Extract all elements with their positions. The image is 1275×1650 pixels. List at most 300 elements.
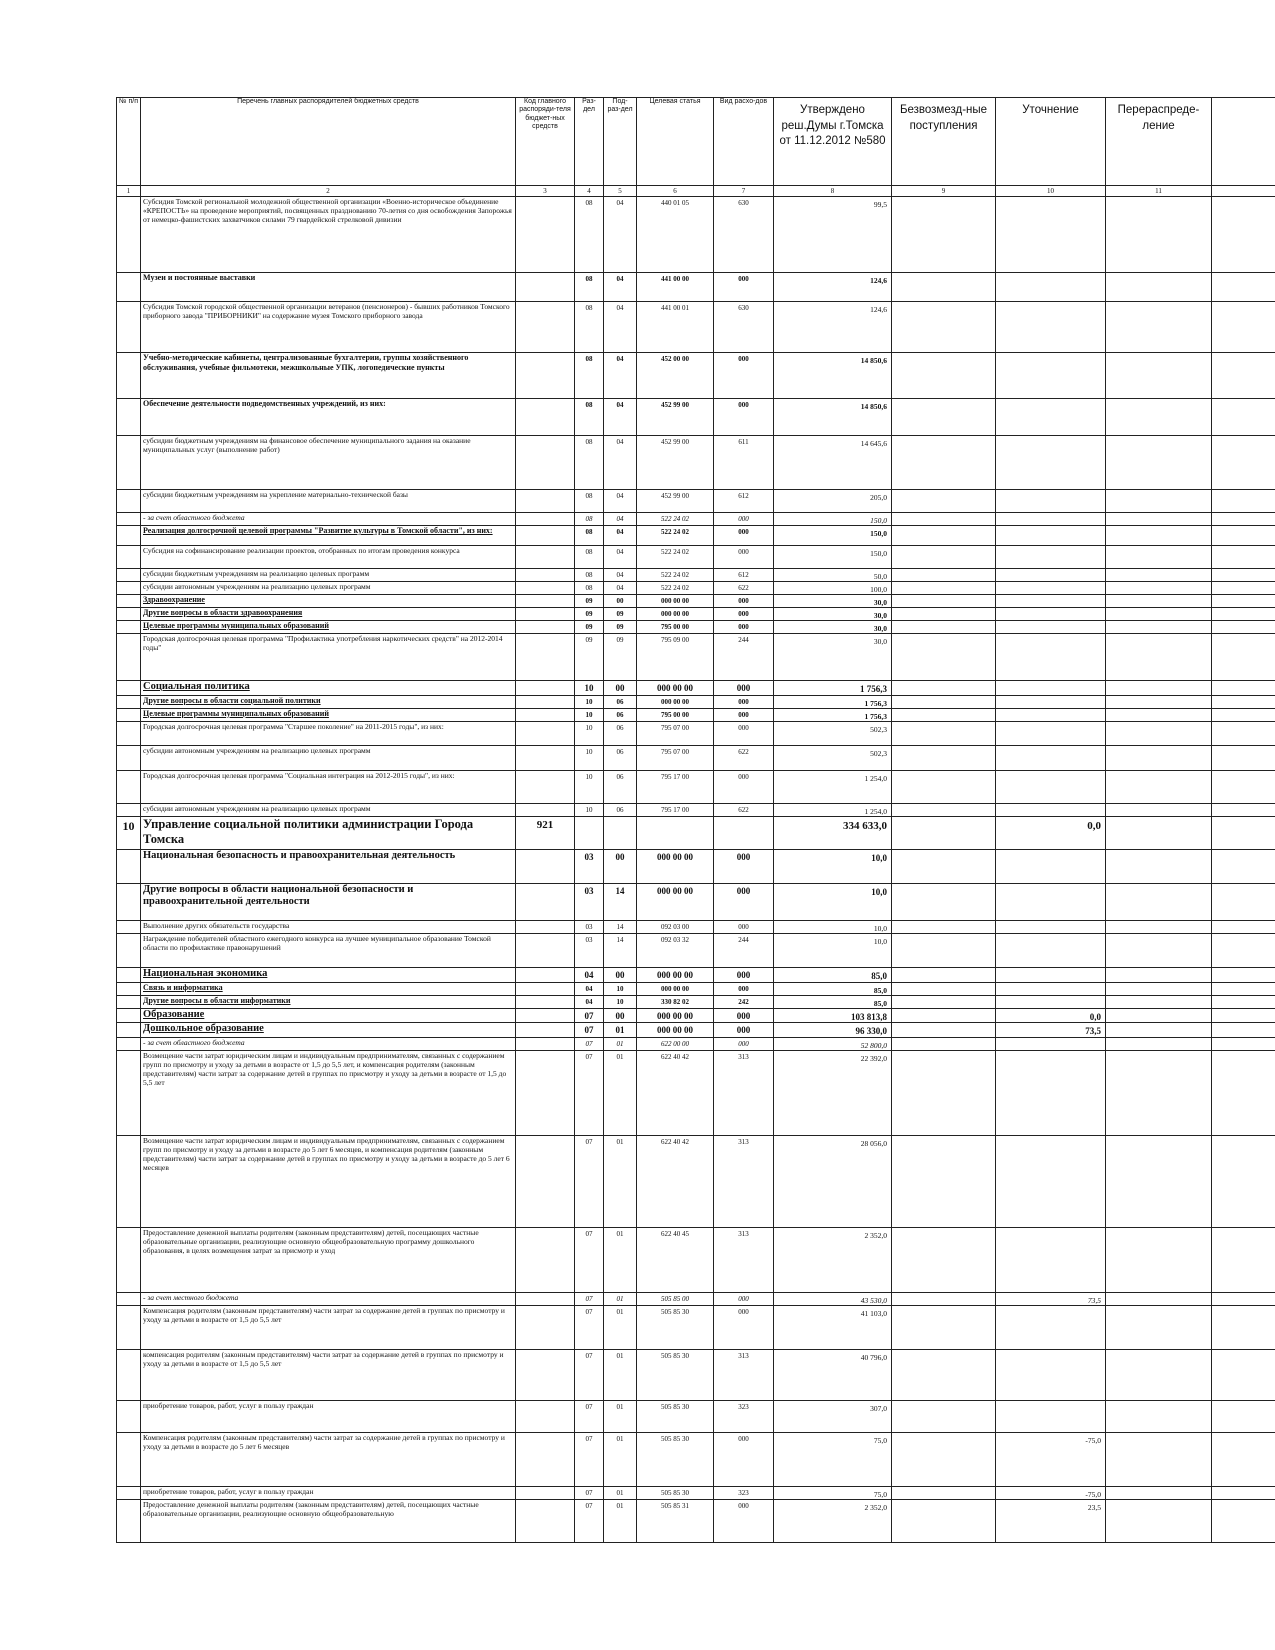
row-target-article: 505 85 31 [637, 1500, 714, 1543]
row-redistribution [1106, 582, 1212, 595]
row-target-article: 622 00 00 [637, 1038, 714, 1051]
row-target-article: 505 85 30 [637, 1401, 714, 1433]
row-code [516, 436, 575, 490]
row-expense-type: 313 [714, 1136, 774, 1228]
row-code [516, 608, 575, 621]
table-row [117, 770, 1275, 803]
row-number [117, 1401, 141, 1433]
row-number [117, 1350, 141, 1401]
row-target-article: 522 24 02 [637, 582, 714, 595]
row-extra [1212, 1306, 1275, 1350]
header-podrazdel: Под-раз-дел [604, 98, 637, 186]
row-redistribution [1106, 849, 1212, 883]
row-code [516, 1306, 575, 1350]
row-razdel: 08 [575, 546, 604, 569]
row-expense-type: 000 [714, 883, 774, 920]
row-podrazdel: 09 [604, 621, 637, 634]
row-razdel: 09 [575, 621, 604, 634]
row-redistribution [1106, 1008, 1212, 1023]
row-clarification [996, 967, 1106, 982]
row-expense-type: 000 [714, 621, 774, 634]
row-extra [1212, 995, 1275, 1008]
row-expense-type: 000 [714, 681, 774, 696]
row-name: Другие вопросы в области национальной безопасности и правоохранительной деятельности [141, 883, 516, 920]
row-clarification [996, 595, 1106, 608]
row-razdel: 07 [575, 1487, 604, 1500]
row-razdel: 09 [575, 595, 604, 608]
row-clarification [996, 1306, 1106, 1350]
row-approved: 99,5 [774, 197, 892, 273]
row-extra [1212, 526, 1275, 546]
row-razdel: 07 [575, 1023, 604, 1038]
row-expense-type: 000 [714, 546, 774, 569]
row-razdel: 08 [575, 353, 604, 399]
row-podrazdel: 06 [604, 803, 637, 816]
row-clarification [996, 681, 1106, 696]
col-number: 8 [774, 186, 892, 197]
row-clarification [996, 1228, 1106, 1293]
row-target-article: 092 03 32 [637, 933, 714, 967]
row-podrazdel: 06 [604, 721, 637, 745]
row-redistribution [1106, 967, 1212, 982]
row-clarification [996, 1401, 1106, 1433]
row-code [516, 634, 575, 681]
row-number [117, 849, 141, 883]
row-target-article: 522 24 02 [637, 569, 714, 582]
row-code [516, 595, 575, 608]
row-extra [1212, 513, 1275, 526]
row-free-receipts [892, 1023, 996, 1038]
row-extra [1212, 770, 1275, 803]
row-name: субсидии автономным учреждениям на реализацию целевых программ [141, 745, 516, 770]
row-number [117, 995, 141, 1008]
row-number [117, 745, 141, 770]
row-clarification: 0,0 [996, 816, 1106, 849]
row-code [516, 933, 575, 967]
row-clarification [996, 721, 1106, 745]
row-redistribution [1106, 1023, 1212, 1038]
row-redistribution [1106, 920, 1212, 933]
row-free-receipts [892, 1306, 996, 1350]
row-target-article: 522 24 02 [637, 526, 714, 546]
row-free-receipts [892, 933, 996, 967]
row-target-article: 441 00 00 [637, 273, 714, 302]
row-free-receipts [892, 582, 996, 595]
row-expense-type: 622 [714, 582, 774, 595]
row-redistribution [1106, 353, 1212, 399]
row-clarification [996, 526, 1106, 546]
row-clarification [996, 1038, 1106, 1051]
row-approved: 96 330,0 [774, 1023, 892, 1038]
row-redistribution [1106, 595, 1212, 608]
row-target-article: 622 40 45 [637, 1228, 714, 1293]
row-approved: 150,0 [774, 513, 892, 526]
row-extra [1212, 1293, 1275, 1306]
row-target-article: 452 99 00 [637, 490, 714, 513]
row-expense-type: 000 [714, 695, 774, 708]
row-number [117, 1038, 141, 1051]
row-extra [1212, 1023, 1275, 1038]
row-podrazdel: 00 [604, 967, 637, 982]
row-razdel: 10 [575, 721, 604, 745]
row-target-article: 000 00 00 [637, 982, 714, 995]
row-podrazdel: 04 [604, 436, 637, 490]
row-expense-type: 612 [714, 569, 774, 582]
row-number [117, 770, 141, 803]
row-razdel: 03 [575, 849, 604, 883]
row-razdel: 08 [575, 526, 604, 546]
row-podrazdel: 04 [604, 546, 637, 569]
row-podrazdel: 10 [604, 995, 637, 1008]
table-row [117, 546, 1275, 569]
row-razdel: 07 [575, 1401, 604, 1433]
row-redistribution [1106, 569, 1212, 582]
row-expense-type: 323 [714, 1487, 774, 1500]
row-razdel: 07 [575, 1350, 604, 1401]
row-number [117, 1487, 141, 1500]
header-extra [1212, 98, 1275, 186]
row-redistribution [1106, 399, 1212, 436]
row-number: 10 [117, 816, 141, 849]
row-podrazdel: 00 [604, 849, 637, 883]
row-razdel: 08 [575, 399, 604, 436]
header-name: Перечень главных распорядителей бюджетных средств [141, 98, 516, 186]
row-podrazdel: 00 [604, 1008, 637, 1023]
row-approved: 14 645,6 [774, 436, 892, 490]
row-target-article: 330 82 02 [637, 995, 714, 1008]
col-number: 4 [575, 186, 604, 197]
row-number [117, 621, 141, 634]
row-clarification: -75,0 [996, 1433, 1106, 1487]
row-podrazdel: 04 [604, 490, 637, 513]
row-podrazdel: 04 [604, 513, 637, 526]
row-razdel: 10 [575, 695, 604, 708]
row-code [516, 569, 575, 582]
row-target-article: 505 85 30 [637, 1487, 714, 1500]
row-name: Национальная экономика [141, 967, 516, 982]
row-razdel: 10 [575, 770, 604, 803]
row-extra [1212, 883, 1275, 920]
row-code [516, 513, 575, 526]
row-name: приобретение товаров, работ, услуг в пользу граждан [141, 1401, 516, 1433]
row-approved: 28 056,0 [774, 1136, 892, 1228]
row-approved: 1 756,3 [774, 695, 892, 708]
row-free-receipts [892, 721, 996, 745]
row-extra [1212, 721, 1275, 745]
row-target-article: 000 00 00 [637, 967, 714, 982]
row-expense-type: 313 [714, 1228, 774, 1293]
row-podrazdel: 01 [604, 1051, 637, 1136]
row-approved: 40 796,0 [774, 1350, 892, 1401]
header-free-receipts: Безвозмезд-ные поступления [892, 98, 996, 186]
row-number [117, 967, 141, 982]
row-free-receipts [892, 513, 996, 526]
row-extra [1212, 436, 1275, 490]
row-code [516, 1293, 575, 1306]
row-extra [1212, 745, 1275, 770]
row-name: субсидии бюджетным учреждениям на укрепление материально-технической базы [141, 490, 516, 513]
row-extra [1212, 982, 1275, 995]
row-free-receipts [892, 883, 996, 920]
table-row [117, 708, 1275, 721]
row-target-article: 795 17 00 [637, 803, 714, 816]
row-code [516, 353, 575, 399]
row-expense-type: 622 [714, 803, 774, 816]
header-row [117, 98, 1275, 186]
row-redistribution [1106, 982, 1212, 995]
row-razdel: 04 [575, 967, 604, 982]
row-redistribution [1106, 1136, 1212, 1228]
table-row [117, 883, 1275, 920]
row-extra [1212, 1500, 1275, 1543]
row-code [516, 883, 575, 920]
row-podrazdel: 01 [604, 1228, 637, 1293]
table-row [117, 982, 1275, 995]
row-approved: 14 850,6 [774, 399, 892, 436]
row-redistribution [1106, 708, 1212, 721]
row-clarification [996, 695, 1106, 708]
row-free-receipts [892, 745, 996, 770]
row-number [117, 436, 141, 490]
row-code [516, 1433, 575, 1487]
row-extra [1212, 816, 1275, 849]
row-redistribution [1106, 745, 1212, 770]
row-name: Образование [141, 1008, 516, 1023]
row-name: - за счет местного бюджета [141, 1293, 516, 1306]
row-free-receipts [892, 302, 996, 353]
row-name: приобретение товаров, работ, услуг в пользу граждан [141, 1487, 516, 1500]
row-extra [1212, 1051, 1275, 1136]
row-podrazdel: 01 [604, 1433, 637, 1487]
row-code [516, 1350, 575, 1401]
row-redistribution [1106, 436, 1212, 490]
row-podrazdel: 14 [604, 920, 637, 933]
row-podrazdel: 01 [604, 1500, 637, 1543]
row-name: субсидии бюджетным учреждениям на реализацию целевых программ [141, 569, 516, 582]
row-number [117, 933, 141, 967]
col-number: 1 [117, 186, 141, 197]
row-redistribution [1106, 1293, 1212, 1306]
row-clarification [996, 745, 1106, 770]
row-free-receipts [892, 1350, 996, 1401]
row-target-article: 000 00 00 [637, 849, 714, 883]
row-redistribution [1106, 1350, 1212, 1401]
table-row [117, 695, 1275, 708]
row-approved: 52 800,0 [774, 1038, 892, 1051]
row-clarification [996, 920, 1106, 933]
row-razdel: 07 [575, 1306, 604, 1350]
row-name: Другие вопросы в области здравоохранения [141, 608, 516, 621]
row-target-article: 441 00 01 [637, 302, 714, 353]
table-row [117, 995, 1275, 1008]
row-number [117, 1008, 141, 1023]
row-free-receipts [892, 681, 996, 696]
row-razdel: 09 [575, 634, 604, 681]
row-podrazdel: 09 [604, 608, 637, 621]
row-free-receipts [892, 1051, 996, 1136]
row-free-receipts [892, 621, 996, 634]
row-razdel: 07 [575, 1228, 604, 1293]
row-expense-type: 000 [714, 399, 774, 436]
row-expense-type: 000 [714, 1023, 774, 1038]
row-code [516, 399, 575, 436]
row-name: Целевые программы муниципальных образований [141, 621, 516, 634]
row-code [516, 721, 575, 745]
row-clarification [996, 1136, 1106, 1228]
row-extra [1212, 933, 1275, 967]
col-number: 7 [714, 186, 774, 197]
row-podrazdel: 04 [604, 582, 637, 595]
row-extra [1212, 695, 1275, 708]
row-approved: 85,0 [774, 982, 892, 995]
row-podrazdel: 14 [604, 933, 637, 967]
row-expense-type: 000 [714, 1293, 774, 1306]
row-expense-type: 000 [714, 595, 774, 608]
row-approved: 205,0 [774, 490, 892, 513]
row-extra [1212, 621, 1275, 634]
row-extra [1212, 1136, 1275, 1228]
row-name: Управление социальной политики администрации Города Томска [141, 816, 516, 849]
row-target-article: 522 24 02 [637, 513, 714, 526]
header-expense-type: Вид расхо-дов [714, 98, 774, 186]
row-code [516, 1008, 575, 1023]
row-redistribution [1106, 634, 1212, 681]
row-code [516, 770, 575, 803]
row-podrazdel: 01 [604, 1293, 637, 1306]
row-number [117, 708, 141, 721]
row-target-article: 000 00 00 [637, 1008, 714, 1023]
row-free-receipts [892, 1228, 996, 1293]
row-target-article: 000 00 00 [637, 695, 714, 708]
row-name: субсидии автономным учреждениям на реализацию целевых программ [141, 582, 516, 595]
row-target-article [637, 816, 714, 849]
row-code [516, 1038, 575, 1051]
table-row [117, 273, 1275, 302]
row-target-article: 452 99 00 [637, 436, 714, 490]
row-extra [1212, 708, 1275, 721]
row-razdel: 08 [575, 273, 604, 302]
row-expense-type: 611 [714, 436, 774, 490]
row-clarification [996, 995, 1106, 1008]
row-expense-type: 000 [714, 526, 774, 546]
table-row [117, 1008, 1275, 1023]
row-name: - за счет областного бюджета [141, 1038, 516, 1051]
row-expense-type: 323 [714, 1401, 774, 1433]
row-podrazdel: 01 [604, 1038, 637, 1051]
row-free-receipts [892, 849, 996, 883]
table-row [117, 302, 1275, 353]
row-name: Возмещение части затрат юридическим лицам и индивидуальным предпринимателям, связанных с содержанием групп по присмотру и уходу за детьми в возрасте от 1,5 до 5,5 лет, и компенсация родителям (законным представителям) части затрат за содержание детей в группах по присмотру и уходу за детьми в возрасте от 1,5 до 5,5 лет [141, 1051, 516, 1136]
row-clarification [996, 933, 1106, 967]
row-number [117, 1051, 141, 1136]
row-name: Городская долгосрочная целевая программа "Профилактика употребления наркотических средств" на 2012-2014 годы" [141, 634, 516, 681]
row-target-article: 522 24 02 [637, 546, 714, 569]
row-name: субсидии автономным учреждениям на реализацию целевых программ [141, 803, 516, 816]
row-podrazdel: 01 [604, 1350, 637, 1401]
table-row [117, 967, 1275, 982]
row-name: Субсидия Томской городской общественной организации ветеранов (пенсионеров) - бывших работников Томского приборного завода "ПРИБОРНИКИ" на содержание музея Томского приборного завода [141, 302, 516, 353]
col-number: 9 [892, 186, 996, 197]
row-podrazdel: 04 [604, 399, 637, 436]
row-approved: 307,0 [774, 1401, 892, 1433]
row-extra [1212, 1038, 1275, 1051]
row-podrazdel: 01 [604, 1401, 637, 1433]
row-free-receipts [892, 695, 996, 708]
row-extra [1212, 582, 1275, 595]
row-approved: 124,6 [774, 302, 892, 353]
row-extra [1212, 849, 1275, 883]
row-free-receipts [892, 1487, 996, 1500]
row-expense-type: 000 [714, 1433, 774, 1487]
row-free-receipts [892, 490, 996, 513]
table-row [117, 1433, 1275, 1487]
table-row [117, 595, 1275, 608]
row-clarification [996, 490, 1106, 513]
row-free-receipts [892, 1038, 996, 1051]
row-extra [1212, 1401, 1275, 1433]
row-podrazdel: 06 [604, 708, 637, 721]
table-row [117, 681, 1275, 696]
row-free-receipts [892, 982, 996, 995]
table-row [117, 1401, 1275, 1433]
row-razdel [575, 816, 604, 849]
row-redistribution [1106, 513, 1212, 526]
row-redistribution [1106, 526, 1212, 546]
row-redistribution [1106, 721, 1212, 745]
row-razdel: 10 [575, 745, 604, 770]
row-name: Предоставление денежной выплаты родителям (законным представителям) детей, посещающих частные образовательные организации, реализующие основную общеобразовательную [141, 1500, 516, 1543]
row-name: Субсидия на софинансирование реализации проектов, отобранных по итогам проведения конкурса [141, 546, 516, 569]
row-name: Другие вопросы в области информатики [141, 995, 516, 1008]
table-row [117, 920, 1275, 933]
col-number: 2 [141, 186, 516, 197]
row-code [516, 995, 575, 1008]
row-free-receipts [892, 595, 996, 608]
row-name: Предоставление денежной выплаты родителям (законным представителям) детей, посещающих частные образовательные организации, реализующие основную общеобразовательную программу дошкольного образования, в целях возмещения затрат за присмотр и уход [141, 1228, 516, 1293]
row-razdel: 07 [575, 1136, 604, 1228]
row-expense-type: 000 [714, 1008, 774, 1023]
row-razdel: 03 [575, 933, 604, 967]
row-expense-type: 244 [714, 933, 774, 967]
row-number [117, 982, 141, 995]
row-approved: 100,0 [774, 582, 892, 595]
row-expense-type: 000 [714, 770, 774, 803]
row-clarification [996, 569, 1106, 582]
row-clarification [996, 708, 1106, 721]
row-clarification: 23,5 [996, 1500, 1106, 1543]
row-approved: 502,3 [774, 745, 892, 770]
row-code [516, 1023, 575, 1038]
row-approved: 1 756,3 [774, 708, 892, 721]
row-extra [1212, 353, 1275, 399]
table-row [117, 513, 1275, 526]
row-redistribution [1106, 1487, 1212, 1500]
row-number [117, 273, 141, 302]
row-redistribution [1106, 1500, 1212, 1543]
row-expense-type: 244 [714, 634, 774, 681]
row-number [117, 721, 141, 745]
header-code: Код главного распоряди-теля бюджет-ных средств [516, 98, 575, 186]
row-approved: 1 254,0 [774, 803, 892, 816]
row-redistribution [1106, 681, 1212, 696]
row-razdel: 04 [575, 982, 604, 995]
row-expense-type: 000 [714, 353, 774, 399]
row-razdel: 08 [575, 302, 604, 353]
row-target-article: 000 00 00 [637, 681, 714, 696]
row-target-article: 092 03 00 [637, 920, 714, 933]
row-redistribution [1106, 695, 1212, 708]
row-redistribution [1106, 1051, 1212, 1136]
